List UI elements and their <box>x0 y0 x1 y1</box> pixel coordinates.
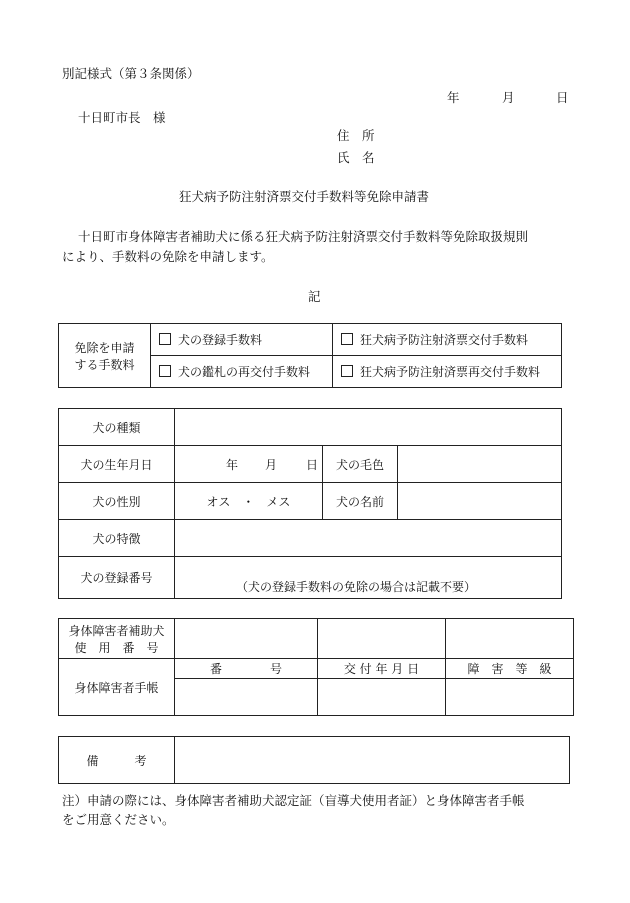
date-month: 月 <box>502 90 515 105</box>
assist-dog-label-cell <box>59 619 175 659</box>
fee-label-line1: 免除を申請 <box>74 340 135 355</box>
dog-name-input[interactable] <box>398 483 562 520</box>
assist-number-input-2[interactable] <box>318 619 446 659</box>
date-year: 年 <box>447 90 460 105</box>
dog-reg-number-input[interactable] <box>175 557 562 599</box>
body-line-2: により、手数料の免除を申請します。 <box>62 249 274 264</box>
body-line-1: 十日町市身体障害者補助犬に係る狂犬病予防注射済票交付手数料等免除取扱規則 <box>78 229 529 244</box>
reg-note: （犬の登録手数料の免除の場合は記載不要） <box>236 580 477 594</box>
page-title: 狂犬病予防注射済票交付手数料等免除申請書 <box>179 189 430 204</box>
name-label: 氏 名 <box>337 150 375 165</box>
checkbox[interactable] <box>159 333 171 345</box>
remarks-table <box>58 736 570 784</box>
col-number-header: 番 号 <box>175 659 318 679</box>
col-date-header: 交 付 年 月 日 <box>318 659 446 679</box>
ki-heading: 記 <box>308 289 321 304</box>
fee-option-4[interactable]: 狂犬病予防注射済票再交付手数料 <box>333 356 562 388</box>
notebook-date-input[interactable] <box>318 679 446 716</box>
dog-sex-label: 犬の性別 <box>59 483 175 520</box>
birth-year: 年 <box>226 458 239 472</box>
note-line-2: をご用意ください。 <box>62 812 175 827</box>
dog-features-label: 犬の特徴 <box>59 520 175 557</box>
dog-features-input[interactable] <box>175 520 562 557</box>
assist-number-input-3[interactable] <box>446 619 574 659</box>
dog-table <box>58 408 562 599</box>
birth-day: 日 <box>306 458 319 472</box>
fee-option-2[interactable]: 狂犬病予防注射済票交付手数料 <box>333 324 562 356</box>
dog-color-label: 犬の毛色 <box>323 446 398 483</box>
date-day: 日 <box>556 90 569 105</box>
remarks-label: 備 考 <box>59 737 175 784</box>
notebook-grade-input[interactable] <box>446 679 574 716</box>
checkbox[interactable] <box>341 333 353 345</box>
dog-reg-number-label: 犬の登録番号 <box>59 557 175 599</box>
note-line-1: 注）申請の際には、身体障害者補助犬認定証（盲導犬使用者証）と身体障害者手帳 <box>62 793 525 808</box>
fee-table <box>58 323 562 388</box>
remarks-input[interactable] <box>175 737 570 784</box>
notebook-label: 身体障害者手帳 <box>59 659 175 716</box>
address-label: 住 所 <box>337 128 375 143</box>
col-grade-header: 障 害 等 級 <box>446 659 574 679</box>
dog-name-label: 犬の名前 <box>323 483 398 520</box>
assist-table <box>58 618 574 716</box>
dog-sex-options[interactable]: オス ・ メス <box>175 483 323 520</box>
dog-birth-label: 犬の生年月日 <box>59 446 175 483</box>
dog-color-input[interactable] <box>398 446 562 483</box>
assist-dog-label-line2: 使 用 番 号 <box>74 640 159 655</box>
notebook-number-input[interactable] <box>175 679 318 716</box>
fee-option-1[interactable]: 犬の登録手数料 <box>151 324 333 356</box>
dog-type-input[interactable] <box>175 409 562 446</box>
addressee: 十日町市長 様 <box>78 110 166 125</box>
fee-label-cell <box>59 324 151 388</box>
checkbox[interactable] <box>159 365 171 377</box>
birth-month: 月 <box>265 458 278 472</box>
form-label: 別記様式（第３条関係） <box>62 66 200 81</box>
fee-option-3[interactable]: 犬の鑑札の再交付手数料 <box>151 356 333 388</box>
dog-birth-input[interactable] <box>175 446 323 483</box>
assist-dog-label-line1: 身体障害者補助犬 <box>68 623 165 638</box>
fee-label-line2: する手数料 <box>74 357 135 372</box>
dog-type-label: 犬の種類 <box>59 409 175 446</box>
assist-number-input-1[interactable] <box>175 619 318 659</box>
checkbox[interactable] <box>341 365 353 377</box>
